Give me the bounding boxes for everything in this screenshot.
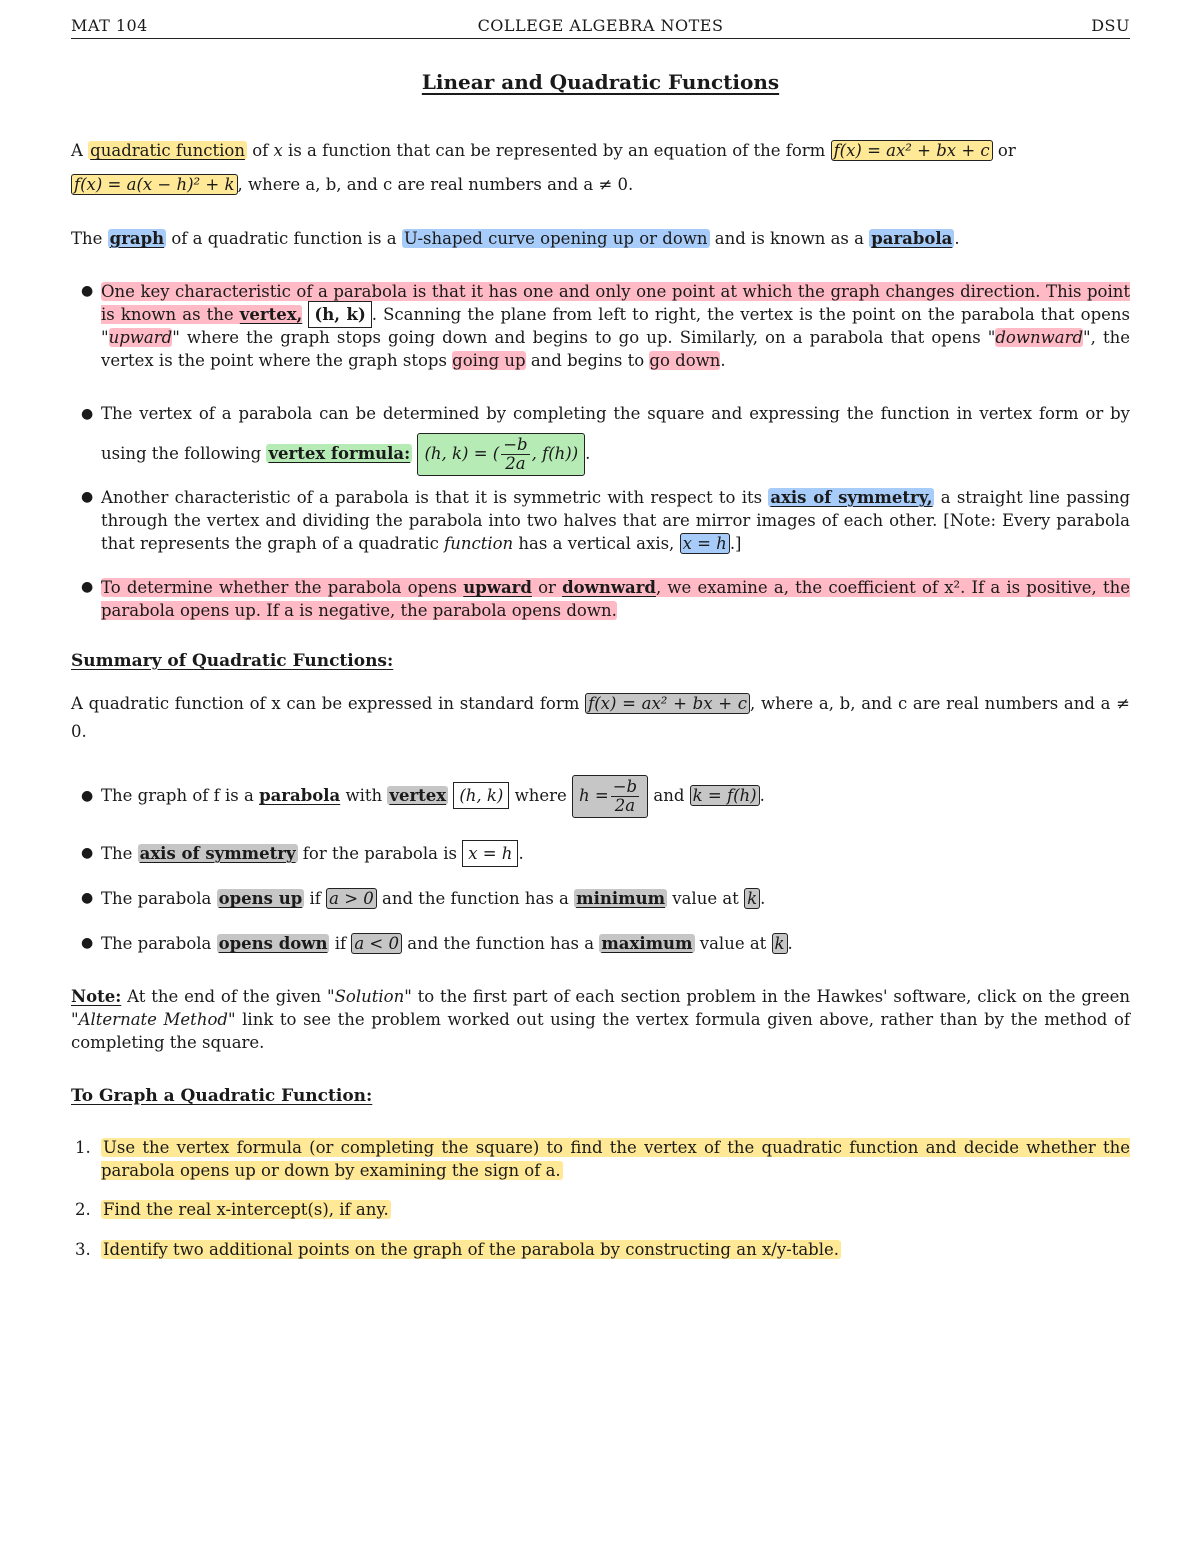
school-name: DSU bbox=[1091, 16, 1130, 35]
term-graph: graph bbox=[109, 229, 165, 248]
term-parabola: parabola bbox=[259, 786, 341, 805]
term-vertex: vertex bbox=[389, 786, 447, 805]
graphing-step-3: 3. Identify two additional points on the graph of the parabola by constructing an x/y-table. bbox=[75, 1240, 840, 1259]
intro-paragraph-2: The graph of a quadratic function is a U-shaped curve opening up or down and is known as a parabola . bbox=[71, 229, 960, 248]
term-vertex-formula: vertex formula: bbox=[268, 444, 411, 463]
running-header bbox=[71, 16, 1130, 39]
formula-standard-form: f(x) = ax² + bx + c bbox=[831, 140, 993, 161]
note-paragraph: Note: At the end of the given "Solution" to the first part of each section problem in the Hawkes' software, click on the green "Alternate Method" link to see the problem worked out using the vertex formula given above, rather than by the method of completing the square. bbox=[71, 987, 1131, 1052]
summary-opens-up-bullet: ● The parabola opens up if a > 0 and the function has a minimum value at k . bbox=[81, 889, 766, 908]
summary-opens-down-bullet: ● The parabola opens down if a < 0 and the function has a maximum value at k . bbox=[81, 934, 793, 953]
header-title: COLLEGE ALGEBRA NOTES bbox=[477, 16, 724, 35]
bullet-vertex-definition: ● One key characteristic of a parabola is that it has one and only one point at which the graph changes direction. This point is known as the vertex, (h, k) . Scanning the plane from left to right, the vertex is the point on the parabola that opens "upward" where the graph stops going down and begins to go up. Similarly, on a parabola that opens "downward", the vertex is the point where the graph stops going up and begins to go down. bbox=[81, 282, 1130, 370]
k-formula-box: k = f(h) bbox=[690, 785, 760, 806]
bullet-dot: ● bbox=[81, 788, 94, 804]
bullet-vertex-formula: ● The vertex of a parabola can be determined by completing the square and expressing the function in vertex form or by using the following vertex formula: (h, k) = ( $\frac{-b}{2a}$ , f(h)) . bbox=[101, 395, 1130, 476]
graphing-step-2: 2. Find the real x-intercept(s), if any. bbox=[75, 1200, 389, 1219]
condition-negative-box: a < 0 bbox=[351, 933, 402, 954]
bullet-dot: ● bbox=[81, 845, 94, 861]
term-minimum: minimum bbox=[576, 889, 666, 908]
bullet-dot: ● bbox=[81, 406, 94, 422]
bullet-dot: ● bbox=[81, 935, 94, 951]
vertex-formula-box: (h, k) = ( $\frac{-b}{2a}$ , f(h)) bbox=[417, 433, 585, 476]
note-label: Note: bbox=[71, 987, 122, 1006]
graphing-heading: To Graph a Quadratic Function: bbox=[71, 1086, 373, 1106]
graphing-step-1: 1. Use the vertex formula (or completing the square) to find the vertex of the quadratic function and decide whether the parabola opens up or down by examining the sign of a. bbox=[75, 1138, 1130, 1180]
phrase-u-shaped: U-shaped curve opening up or down bbox=[403, 229, 708, 248]
summary-heading: Summary of Quadratic Functions: bbox=[71, 651, 394, 671]
summary-vertex-bullet: ● The graph of f is a parabola with vertex (h, k) where h = $\frac{-b}{2a}$ and k = f(h) . bbox=[101, 770, 1130, 822]
term-vertex: vertex, bbox=[239, 305, 303, 324]
bullet-axis-of-symmetry: ● Another characteristic of a parabola is that it is symmetric with respect to its axis of symmetry, a straight line passing through the vertex and dividing the parabola into two halves that are mirror images of each other. [Note: Every parabola that represents the graph of a quadratic function has a vertical axis, x = h .] bbox=[81, 488, 1131, 553]
summary-paragraph: A quadratic function of x can be expressed in standard form f(x) = ax² + bx + c , where a, b, and c are real numbers and a ≠ 0. bbox=[71, 694, 1130, 741]
term-quadratic-function: quadratic function bbox=[90, 141, 245, 160]
axis-equation-box: x = h bbox=[462, 840, 518, 867]
vertex-point-box: (h, k) bbox=[308, 301, 371, 328]
condition-positive-box: a > 0 bbox=[326, 888, 377, 909]
k-value-box: k bbox=[744, 888, 760, 909]
term-opens-up: opens up bbox=[218, 889, 303, 908]
bullet-opening-direction: ● To determine whether the parabola opens upward or downward, we examine a, the coefficient of x². If a is positive, the parabola opens up. If a is negative, the parabola opens down. bbox=[81, 578, 1130, 620]
intro-paragraph-1: A quadratic function of x is a function that can be represented by an equation of the form f(x) = ax² + bx + c or f(x) = a(x − h)² + k , where a, b, and c are real numbers and a ≠ 0. bbox=[71, 141, 1016, 194]
course-code: MAT 104 bbox=[71, 16, 148, 35]
formula-vertex-form: f(x) = a(x − h)² + k bbox=[71, 174, 238, 195]
axis-equation-box: x = h bbox=[680, 533, 730, 554]
bullet-dot: ● bbox=[81, 489, 94, 505]
k-value-box: k bbox=[772, 933, 788, 954]
h-formula-box: h = $\frac{-b}{2a}$ bbox=[572, 775, 648, 818]
term-parabola: parabola bbox=[871, 229, 953, 248]
vertex-point-box: (h, k) bbox=[453, 782, 509, 809]
term-opens-down: opens down bbox=[218, 934, 328, 953]
summary-axis-bullet: ● The axis of symmetry for the parabola is x = h . bbox=[101, 842, 1130, 865]
page-title: Linear and Quadratic Functions bbox=[421, 70, 780, 94]
summary-standard-form-box: f(x) = ax² + bx + c bbox=[585, 693, 750, 714]
term-maximum: maximum bbox=[601, 934, 693, 953]
term-axis-of-symmetry: axis of symmetry, bbox=[770, 488, 933, 507]
term-axis-of-symmetry: axis of symmetry bbox=[139, 844, 296, 863]
bullet-dot: ● bbox=[81, 890, 94, 906]
bullet-dot: ● bbox=[81, 283, 94, 299]
bullet-dot: ● bbox=[81, 579, 94, 595]
